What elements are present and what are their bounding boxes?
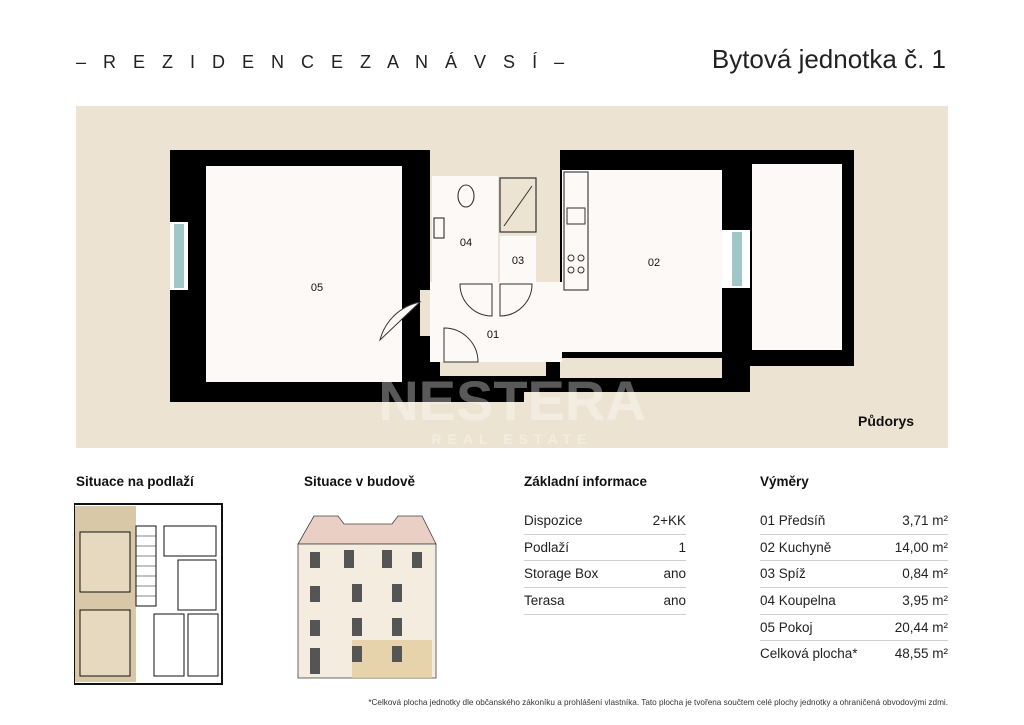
floor-situation-drawing (74, 502, 224, 688)
facade-window (310, 552, 320, 568)
footnote: *Celková plocha jednotky dle občanského zákoníku a prohlášení vlastníka. Tato plocha je tvořena součtem celé plochy jednotky a ohraničená obvodovými zdmi. (368, 698, 948, 707)
mini-room (154, 614, 184, 676)
facade-window (310, 620, 320, 636)
area-row (760, 588, 948, 615)
basic-info-title: Základní informace (524, 474, 648, 489)
floor-plan-drawing (76, 106, 948, 448)
area-label: 01 Předsíň (760, 513, 826, 528)
facade-door (310, 648, 320, 674)
area-total-row (760, 641, 948, 668)
room-label-05: 05 (310, 282, 324, 294)
area-row (760, 561, 948, 588)
info-label: Terasa (524, 593, 565, 609)
plan-label: Půdorys (858, 413, 915, 429)
area-value: 0,84 m² (902, 566, 948, 582)
area-label: 04 Koupelna (760, 593, 836, 609)
building-facade (292, 510, 442, 682)
building-situation-title: Situace v budově (304, 474, 416, 489)
watermark-subtitle: REAL ESTATE (431, 431, 593, 447)
area-row (760, 615, 948, 642)
facade-window (392, 646, 402, 662)
area-row (760, 508, 948, 535)
brand-title: – R E Z I D E N C E Z A N Á V S Í – (76, 52, 571, 72)
mini-room (178, 560, 216, 610)
facade-window (352, 584, 362, 602)
area-value: 3,71 m² (902, 513, 948, 528)
area-value: 14,00 m² (894, 539, 948, 555)
facade-window (392, 584, 402, 602)
room-label-01: 01 (486, 329, 500, 341)
info-row (524, 508, 686, 535)
watermark-logo: NESTERA (378, 369, 646, 432)
facade-window (352, 646, 362, 662)
mini-room (188, 614, 218, 676)
area-label: Celková plocha* (760, 646, 858, 662)
facade-window (412, 552, 422, 568)
window-right-glass (732, 232, 742, 286)
info-label: Storage Box (524, 566, 599, 582)
area-row (760, 535, 948, 562)
areas-table (760, 508, 948, 668)
area-value: 48,55 m² (894, 646, 948, 662)
area-value: 20,44 m² (894, 619, 948, 635)
mini-room (80, 532, 130, 592)
floor-situation-title: Situace na podlaží (76, 474, 194, 489)
building-situation-drawing (292, 510, 442, 687)
window-left-glass (174, 224, 184, 288)
side-room-floor (752, 164, 842, 350)
area-label: 03 Spíž (760, 566, 806, 582)
area-label: 02 Kuchyně (760, 539, 832, 555)
unit-title: Bytová jednotka č. 1 (711, 44, 946, 74)
floor-situation-plan (74, 502, 224, 693)
room-04-floor (432, 176, 498, 282)
facade-window (382, 550, 392, 568)
facade-window (310, 586, 320, 602)
room-02-floor (562, 170, 722, 352)
room-05-floor (206, 166, 402, 382)
basic-info-table (524, 508, 686, 615)
mini-room (80, 610, 130, 676)
info-value: 1 (678, 539, 686, 555)
facade-window (344, 550, 354, 568)
info-value: ano (663, 566, 686, 582)
facade-window (352, 618, 362, 636)
info-label: Podlaží (524, 539, 570, 555)
floor-plan (76, 106, 948, 448)
mini-room (164, 526, 216, 556)
areas-title: Výměry (760, 474, 809, 489)
area-value: 3,95 m² (902, 593, 948, 609)
info-row (524, 535, 686, 562)
info-row (524, 561, 686, 588)
area-label: 05 Pokoj (760, 619, 813, 635)
room-label-04: 04 (459, 237, 473, 249)
room-label-02: 02 (647, 257, 661, 269)
info-value: 2+KK (652, 513, 686, 528)
roof (298, 516, 436, 544)
facade-window (392, 618, 402, 636)
info-value: ano (663, 593, 686, 609)
info-label: Dispozice (524, 513, 583, 528)
info-row (524, 588, 686, 615)
room-label-03: 03 (511, 255, 525, 267)
